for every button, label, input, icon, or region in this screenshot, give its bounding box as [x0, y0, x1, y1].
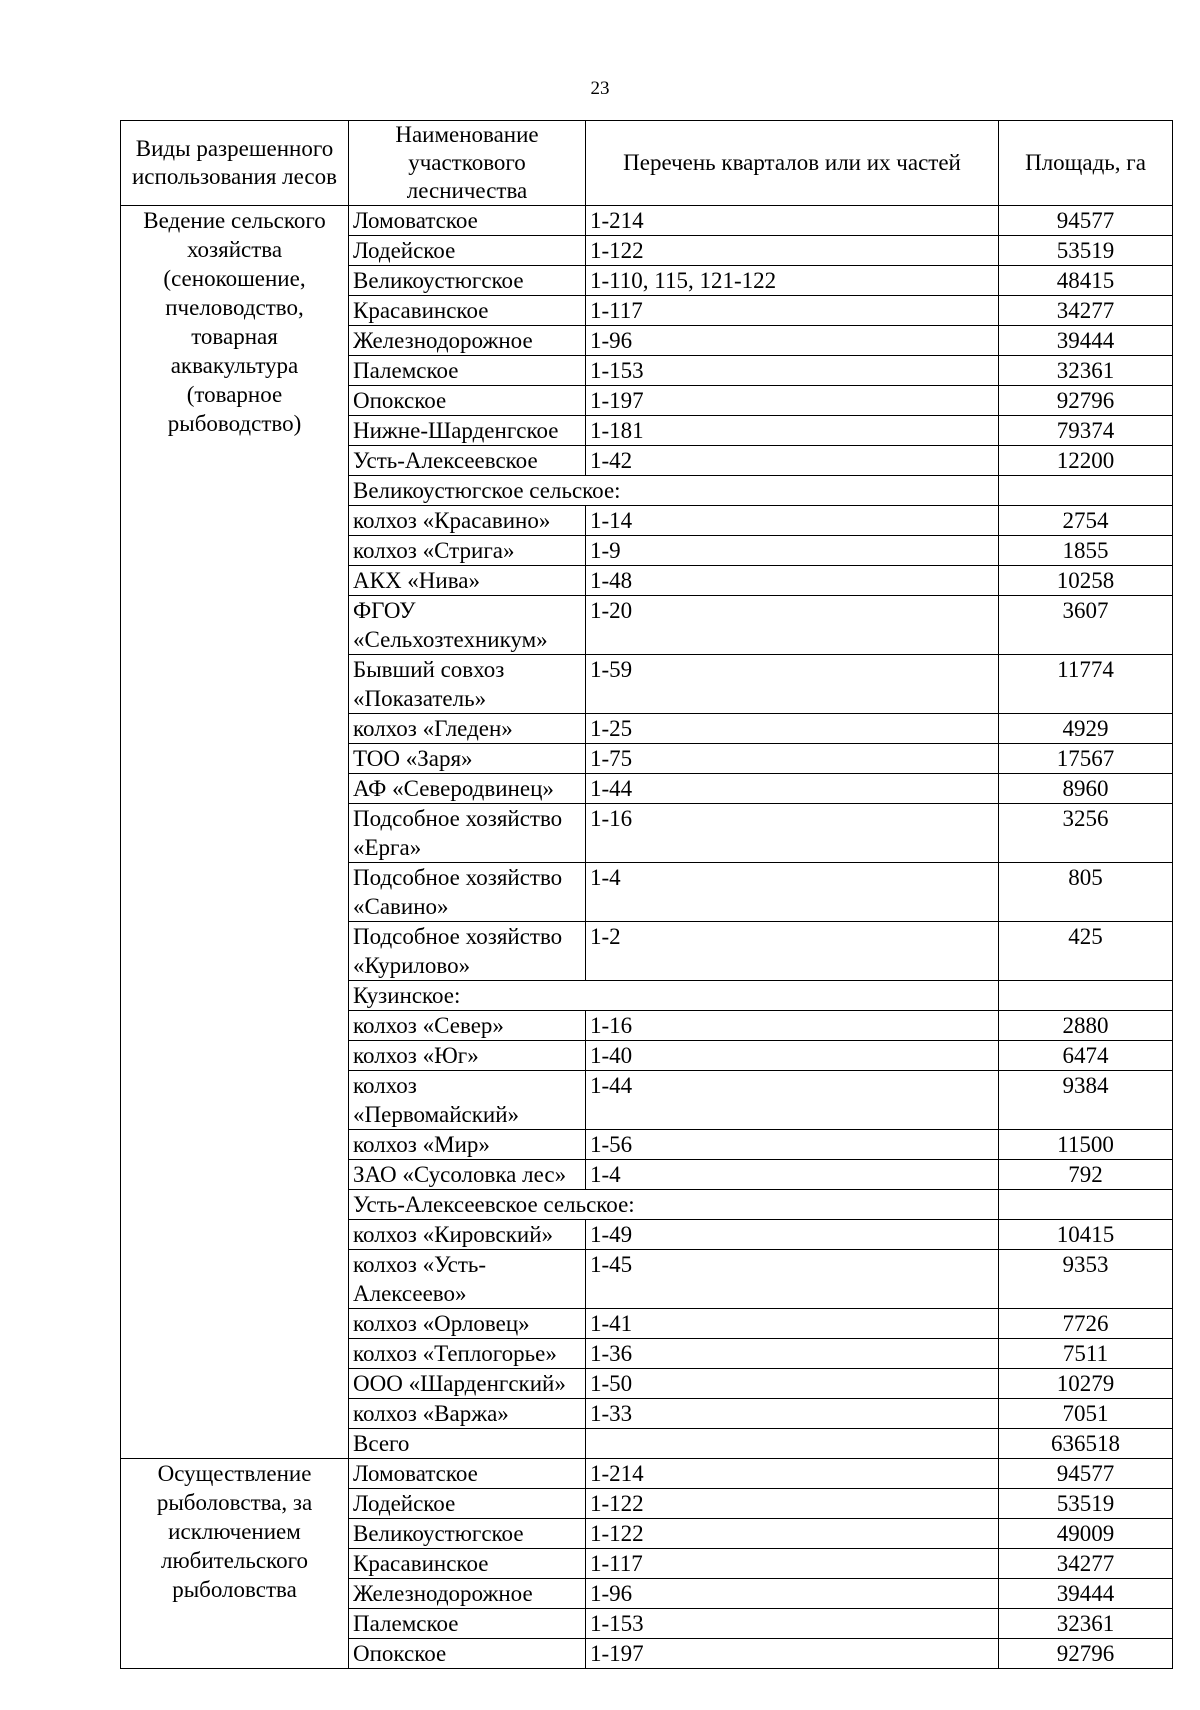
forestry-name-cell: Нижне-Шарденгское [349, 416, 586, 446]
area-cell: 17567 [999, 744, 1173, 774]
area-cell: 9353 [999, 1250, 1173, 1309]
quarters-cell: 1-44 [586, 774, 999, 804]
forestry-name-cell: колхоз «Кировский» [349, 1220, 586, 1250]
quarters-cell: 1-42 [586, 446, 999, 476]
forestry-name-cell: колхоз «Стрига» [349, 536, 586, 566]
quarters-cell: 1-96 [586, 326, 999, 356]
area-cell: 39444 [999, 1579, 1173, 1609]
page-number: 23 [590, 78, 610, 99]
forestry-name-cell: колхоз «Теплогорье» [349, 1339, 586, 1369]
quarters-cell: 1-153 [586, 356, 999, 386]
forestry-name-cell: АКХ «Нива» [349, 566, 586, 596]
forestry-name-cell: АФ «Северодвинец» [349, 774, 586, 804]
forestry-name-cell: ООО «Шарденгский» [349, 1369, 586, 1399]
area-cell: 3256 [999, 804, 1173, 863]
area-cell: 12200 [999, 446, 1173, 476]
area-cell: 4929 [999, 714, 1173, 744]
area-cell [999, 1190, 1173, 1220]
table-row [121, 206, 1173, 236]
forestry-name-cell: колхоз «Красавино» [349, 506, 586, 536]
quarters-cell: 1-56 [586, 1130, 999, 1160]
area-cell: 32361 [999, 356, 1173, 386]
quarters-cell: 1-117 [586, 1549, 999, 1579]
forestry-name-cell: ТОО «Заря» [349, 744, 586, 774]
quarters-cell: 1-110, 115, 121-122 [586, 266, 999, 296]
quarters-cell: 1-45 [586, 1250, 999, 1309]
area-cell: 2754 [999, 506, 1173, 536]
forestry-name-cell: колхоз «Юг» [349, 1041, 586, 1071]
quarters-cell: 1-16 [586, 804, 999, 863]
quarters-cell: 1-16 [586, 1011, 999, 1041]
quarters-cell: 1-33 [586, 1399, 999, 1429]
use-type-cell: Осуществление рыболовства, за исключением любительского рыболовства [121, 1459, 349, 1669]
forestry-name-cell: колхоз «Варжа» [349, 1399, 586, 1429]
area-cell: 10279 [999, 1369, 1173, 1399]
area-cell: 48415 [999, 266, 1173, 296]
quarters-cell: 1-117 [586, 296, 999, 326]
quarters-cell: 1-122 [586, 1519, 999, 1549]
quarters-cell: 1-153 [586, 1609, 999, 1639]
subgroup-header-cell: Великоустюгское сельское: [349, 476, 999, 506]
area-cell: 792 [999, 1160, 1173, 1190]
quarters-cell: 1-122 [586, 1489, 999, 1519]
area-cell: 92796 [999, 386, 1173, 416]
quarters-cell: 1-50 [586, 1369, 999, 1399]
area-cell: 11774 [999, 655, 1173, 714]
forestry-name-cell: Красавинское [349, 1549, 586, 1579]
quarters-cell: 1-96 [586, 1579, 999, 1609]
forestry-name-cell: Палемское [349, 356, 586, 386]
quarters-cell: 1-41 [586, 1309, 999, 1339]
subgroup-header-cell: Кузинское: [349, 981, 999, 1011]
area-cell: 94577 [999, 1459, 1173, 1489]
forestry-name-cell: Железнодорожное [349, 1579, 586, 1609]
quarters-cell: 1-44 [586, 1071, 999, 1130]
quarters-cell: 1-214 [586, 1459, 999, 1489]
area-cell: 8960 [999, 774, 1173, 804]
quarters-cell: 1-2 [586, 922, 999, 981]
area-cell: 9384 [999, 1071, 1173, 1130]
area-cell: 49009 [999, 1519, 1173, 1549]
area-cell: 636518 [999, 1429, 1173, 1459]
area-cell: 805 [999, 863, 1173, 922]
quarters-cell: 1-214 [586, 206, 999, 236]
forestry-name-cell: ЗАО «Сусоловка лес» [349, 1160, 586, 1190]
area-cell: 79374 [999, 416, 1173, 446]
forestry-name-cell: Подсобное хозяйство «Ерга» [349, 804, 586, 863]
forestry-name-cell: колхоз «Мир» [349, 1130, 586, 1160]
header-forestry: Наименование участкового лесничества [349, 121, 586, 206]
forestry-name-cell: Красавинское [349, 296, 586, 326]
area-cell: 39444 [999, 326, 1173, 356]
area-cell: 34277 [999, 1549, 1173, 1579]
quarters-cell: 1-197 [586, 386, 999, 416]
use-type-cell: Ведение сельского хозяйства (сенокошение, пчеловодство, товарная аквакультура (товарное рыбоводство) [121, 206, 349, 1459]
area-cell: 11500 [999, 1130, 1173, 1160]
quarters-cell: 1-40 [586, 1041, 999, 1071]
area-cell [999, 981, 1173, 1011]
forestry-name-cell: колхоз «Усть-Алексеево» [349, 1250, 586, 1309]
area-cell: 94577 [999, 206, 1173, 236]
quarters-cell: 1-14 [586, 506, 999, 536]
area-cell: 34277 [999, 296, 1173, 326]
quarters-cell: 1-49 [586, 1220, 999, 1250]
quarters-cell: 1-20 [586, 596, 999, 655]
quarters-cell: 1-197 [586, 1639, 999, 1669]
forestry-name-cell: Ломоватское [349, 1459, 586, 1489]
forestry-name-cell: Всего [349, 1429, 586, 1459]
subgroup-header-cell: Усть-Алексеевское сельское: [349, 1190, 999, 1220]
area-cell: 7726 [999, 1309, 1173, 1339]
area-cell [999, 476, 1173, 506]
forestry-name-cell: Подсобное хозяйство «Савино» [349, 863, 586, 922]
quarters-cell: 1-181 [586, 416, 999, 446]
quarters-cell: 1-36 [586, 1339, 999, 1369]
forestry-name-cell: Ломоватское [349, 206, 586, 236]
quarters-cell: 1-9 [586, 536, 999, 566]
area-cell: 53519 [999, 1489, 1173, 1519]
forestry-name-cell: Опокское [349, 386, 586, 416]
area-cell: 3607 [999, 596, 1173, 655]
forestry-name-cell: Палемское [349, 1609, 586, 1639]
forestry-name-cell: Лодейское [349, 236, 586, 266]
header-quarters: Перечень кварталов или их частей [586, 121, 999, 206]
forestry-name-cell: колхоз «Север» [349, 1011, 586, 1041]
forestry-name-cell: Усть-Алексеевское [349, 446, 586, 476]
quarters-cell: 1-59 [586, 655, 999, 714]
header-use-type: Виды разрешенного использования лесов [121, 121, 349, 206]
area-cell: 6474 [999, 1041, 1173, 1071]
forestry-name-cell: Опокское [349, 1639, 586, 1669]
quarters-cell [586, 1429, 999, 1459]
area-cell: 10415 [999, 1220, 1173, 1250]
quarters-cell: 1-48 [586, 566, 999, 596]
quarters-cell: 1-122 [586, 236, 999, 266]
header-area: Площадь, га [999, 121, 1173, 206]
forestry-name-cell: колхоз «Гледен» [349, 714, 586, 744]
quarters-cell: 1-4 [586, 1160, 999, 1190]
quarters-cell: 1-4 [586, 863, 999, 922]
area-cell: 32361 [999, 1609, 1173, 1639]
forestry-name-cell: колхоз «Орловец» [349, 1309, 586, 1339]
forestry-name-cell: ФГОУ «Сельхозтехникум» [349, 596, 586, 655]
area-cell: 53519 [999, 236, 1173, 266]
forestry-name-cell: Бывший совхоз «Показатель» [349, 655, 586, 714]
quarters-cell: 1-25 [586, 714, 999, 744]
area-cell: 92796 [999, 1639, 1173, 1669]
area-cell: 10258 [999, 566, 1173, 596]
table-body [121, 206, 1173, 1669]
forestry-name-cell: колхоз «Первомайский» [349, 1071, 586, 1130]
area-cell: 7051 [999, 1399, 1173, 1429]
area-cell: 2880 [999, 1011, 1173, 1041]
area-cell: 1855 [999, 536, 1173, 566]
quarters-cell: 1-75 [586, 744, 999, 774]
forestry-name-cell: Железнодорожное [349, 326, 586, 356]
forestry-name-cell: Подсобное хозяйство «Курилово» [349, 922, 586, 981]
forestry-name-cell: Великоустюгское [349, 266, 586, 296]
area-cell: 425 [999, 922, 1173, 981]
forest-use-table [120, 120, 1173, 1669]
table-header-row [121, 121, 1173, 206]
forestry-name-cell: Лодейское [349, 1489, 586, 1519]
table-row [121, 1459, 1173, 1489]
forestry-name-cell: Великоустюгское [349, 1519, 586, 1549]
area-cell: 7511 [999, 1339, 1173, 1369]
